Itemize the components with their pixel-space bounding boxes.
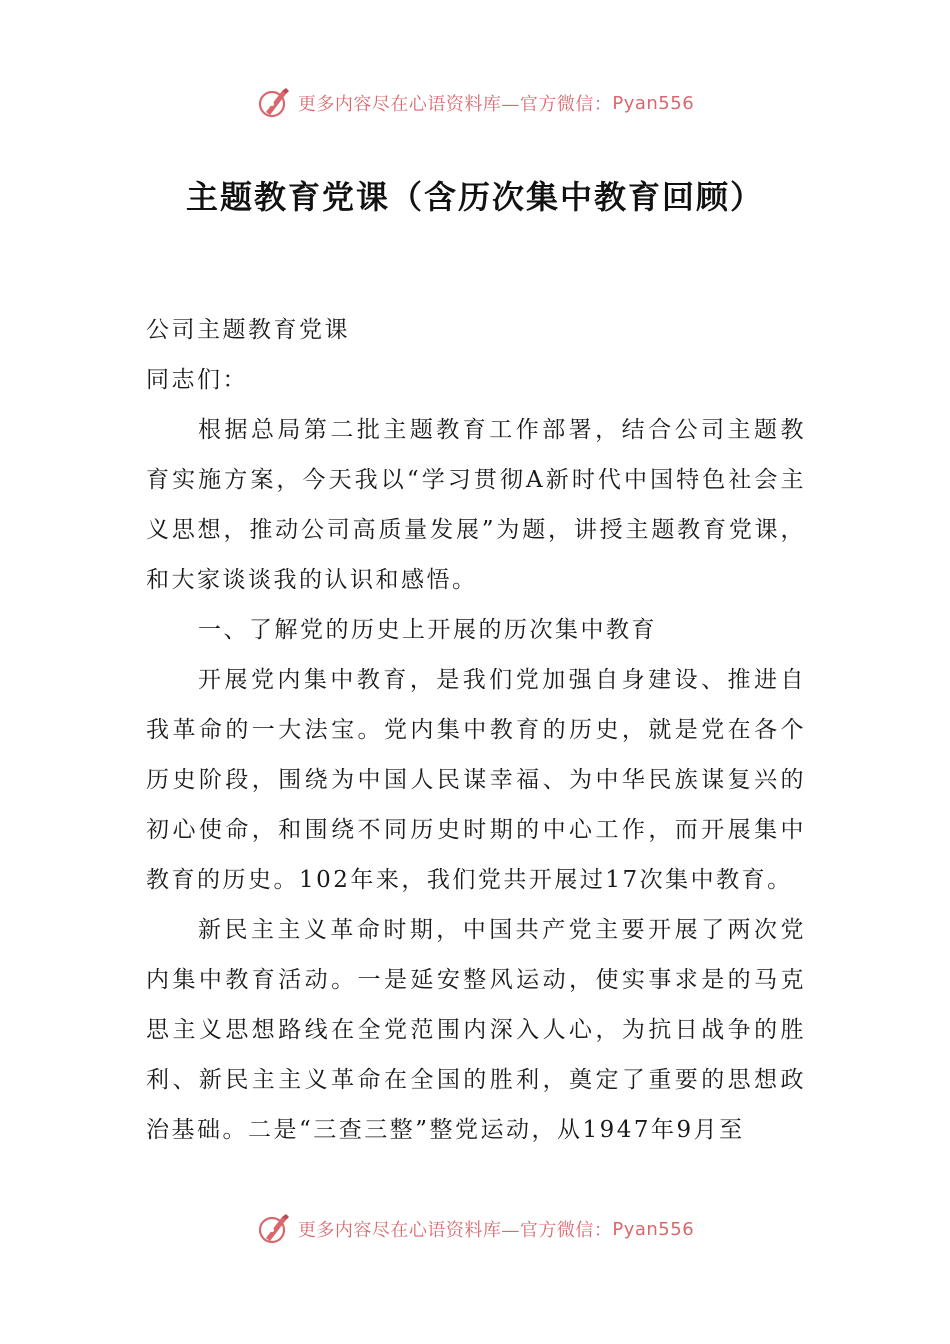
watermark-text: 更多内容尽在心语资料库—官方微信： xyxy=(297,1220,613,1241)
watermark-wechat-id: Pyan556 xyxy=(612,1218,695,1240)
paragraph-new-democratic-revolution: 新民主主义革命时期，中国共产党主要开展了两次党内集中教育活动。一是延安整风运动，使实事求是的马克思主义思想路线在全党范围内深入人心，为抗日战争的胜利、新民主主义革命在全国的胜利，奠定了重要的思想政治基础。二是“三查三整”整党运动，从1947年9月至 xyxy=(146,917,806,1143)
watermark-footer xyxy=(0,1207,950,1251)
paragraph-intro: 根据总局第二批主题教育工作部署，结合公司主题教育实施方案，今天我以“学习贯彻A新时代中国特色社会主义思想，推动公司高质量发展”为题，讲授主题教育党课，和大家谈谈我的认识和感悟。 xyxy=(146,417,806,593)
watermark-text: 更多内容尽在心语资料库—官方微信： xyxy=(297,94,613,115)
pen-logo-icon xyxy=(256,85,292,121)
salutation: 同志们： xyxy=(146,367,248,393)
document-body xyxy=(146,305,806,1155)
watermark-header xyxy=(0,81,950,125)
document-subtitle: 公司主题教育党课 xyxy=(146,317,350,343)
pen-logo-icon xyxy=(256,1211,292,1247)
watermark-wechat-id: Pyan556 xyxy=(612,92,695,114)
section-heading-1: 一、了解党的历史上开展的历次集中教育 xyxy=(198,617,657,643)
paragraph-history: 开展党内集中教育，是我们党加强自身建设、推进自我革命的一大法宝。党内集中教育的历史，就是党在各个历史阶段，围绕为中国人民谋幸福、为中华民族谋复兴的初心使命，和围绕不同历史时期的中心工作，而开展集中教育的历史。102年来，我们党共开展过17次集中教育。 xyxy=(146,667,806,893)
document-title: 主题教育党课（含历次集中教育回顾） xyxy=(185,178,764,216)
